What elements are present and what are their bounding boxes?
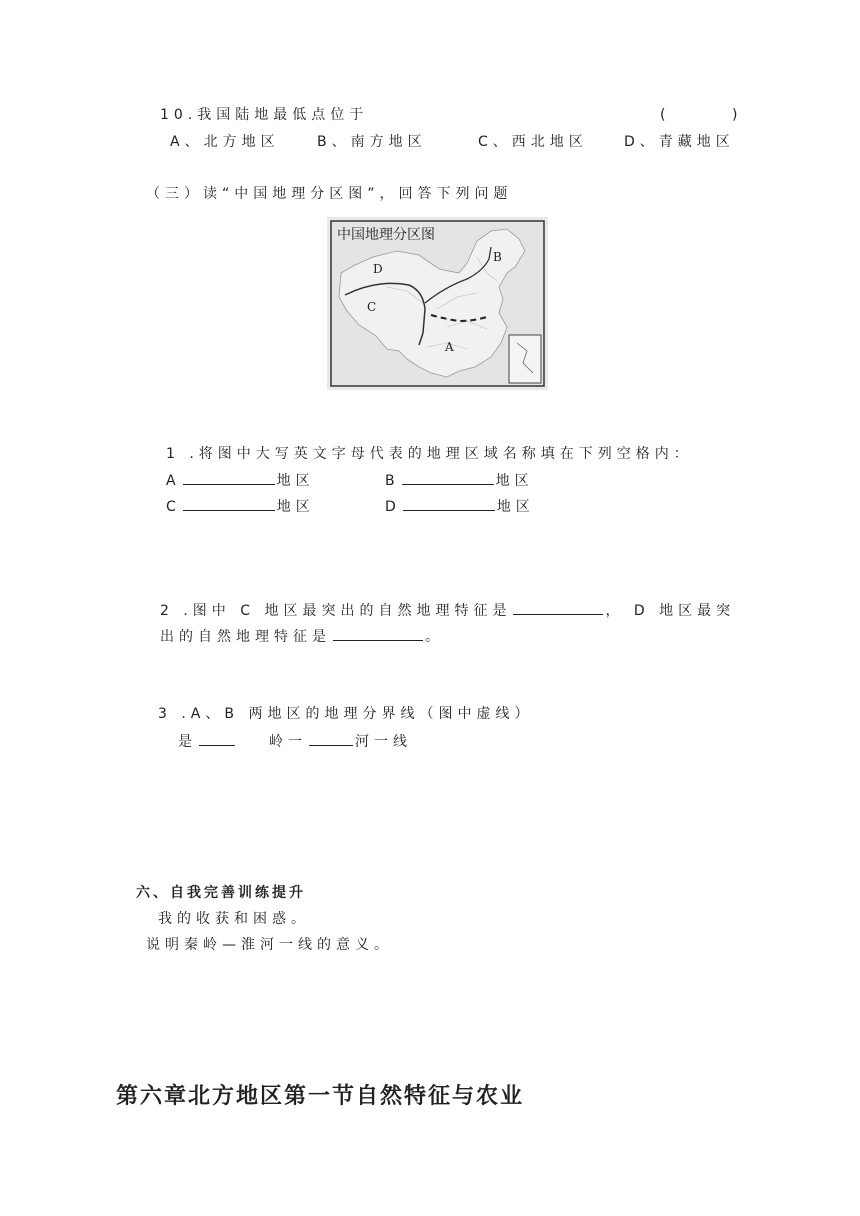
q10-stem: 10.我国陆地最低点位于 [160,107,369,123]
q1-row1-b [385,470,534,490]
q2-line1 [160,600,735,620]
q1-row2-c [166,496,315,516]
q2-part2: ， D 地区最突 [605,603,736,619]
q2-part3: 出的自然地理特征是 [160,629,331,645]
q1-letter-b: B [385,473,400,489]
map-label-a: A [445,340,454,354]
q2-part4: 。 [425,629,444,645]
q2-part1: 2 .图中 C 地区最突出的自然地理特征是 [160,603,512,619]
map-label-c: C [367,300,377,314]
blank-d[interactable] [403,496,495,511]
blank-b[interactable] [402,470,494,485]
q1-letter-a: A [166,473,181,489]
blank-q3-he[interactable] [309,731,353,746]
q1-letter-c: C [166,499,181,515]
blank-q3-ling[interactable] [199,731,235,746]
q2-line2 [160,626,444,646]
q1-row1-a [166,470,315,490]
q10-option-b: B、南方地区 [317,134,427,150]
section6-title: 六、自我完善训练提升 [136,885,306,901]
q3-mid: 岭一 [269,734,307,750]
chapter-title: 第六章北方地区第一节自然特征与农业 [116,1084,525,1109]
q3-prefix: 是 [178,734,197,750]
map-title: 中国地理分区图 [337,227,435,243]
section6-line2: 说明秦岭—淮河一线的意义。 [146,937,393,953]
blank-q2-c[interactable] [513,600,603,615]
section3-title: （三）读“中国地理分区图”，回答下列问题 [146,186,513,202]
q1-suffix-c: 地区 [276,499,315,515]
map-label-d: D [373,262,383,276]
blank-q2-d[interactable] [333,626,423,641]
q1-letter-d: D [385,499,401,515]
q1-stem: 1 .将图中大写英文字母代表的地理区域名称填在下列空格内： [166,446,693,462]
q3-stem: 3 .A、B 两地区的地理分界线（图中虚线） [158,706,534,722]
q10-paren-close: ) [732,107,743,123]
q1-suffix-a: 地区 [276,473,315,489]
blank-c[interactable] [183,496,275,511]
china-region-map [327,217,548,390]
q10-paren-open: ( [660,107,671,123]
q10-option-c: C、西北地区 [478,134,588,150]
q1-suffix-b: 地区 [495,473,534,489]
south-sea-inset [509,335,541,383]
q10-option-a: A、北方地区 [170,134,280,150]
blank-a[interactable] [183,470,275,485]
map-label-b: B [493,250,502,264]
q3-answer-line [178,731,412,751]
section6-line1: 我的收获和困惑。 [158,911,310,927]
q3-suffix: 河一线 [355,734,412,750]
q10-option-d: D、青藏地区 [624,134,735,150]
q1-row2-d [385,496,535,516]
q1-suffix-d: 地区 [496,499,535,515]
